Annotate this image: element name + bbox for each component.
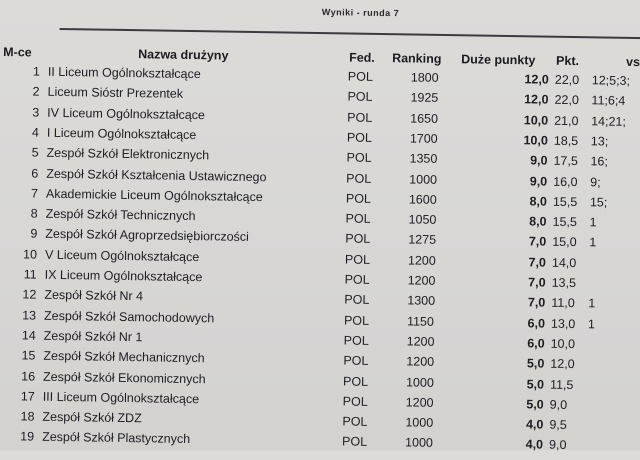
cell-team: Zespół Szkół Agroprzedsiębiorczości — [45, 227, 249, 245]
cell-fed: POL — [343, 333, 369, 348]
cell-duze: 7,0 — [527, 295, 546, 310]
cell-duze: 9,0 — [530, 153, 548, 168]
cell-place: 10 — [22, 247, 38, 262]
cell-ranking: 1000 — [405, 415, 434, 430]
cell-fed: POL — [342, 394, 368, 409]
cell-pkt: 9,0 — [548, 438, 567, 453]
cell-duze: 7,0 — [528, 275, 546, 290]
cell-ranking: 1200 — [405, 395, 434, 410]
cell-team: Zespół Szkół Nr 1 — [43, 328, 143, 345]
cell-duze: 8,0 — [529, 214, 547, 229]
cell-duze: 6,0 — [527, 315, 546, 331]
cell-duze: 8,0 — [529, 194, 548, 209]
cell-pkt: 21,0 — [554, 113, 579, 128]
cell-fed: POL — [346, 130, 373, 145]
cell-place: 7 — [30, 186, 39, 201]
cell-duze: 10,0 — [523, 133, 548, 148]
cell-fed: POL — [346, 170, 372, 186]
cell-duze: 10,0 — [523, 112, 549, 128]
cell-fed: POL — [344, 292, 370, 308]
cell-place: 16 — [21, 368, 36, 384]
cell-duze: 5,0 — [526, 397, 544, 412]
cell-team: Zespół Szkół Ekonomicznych — [42, 369, 206, 386]
cell-pkt: 10,0 — [550, 336, 576, 351]
cell-team: Zespół Szkół Samochodowych — [43, 308, 215, 325]
cell-team: III Liceum Ogólnokształcące — [42, 389, 200, 406]
cell-extra: 11;6;4 — [591, 93, 626, 109]
cell-fed: POL — [342, 373, 369, 389]
cell-duze: 12,0 — [524, 72, 549, 87]
cell-team: Zespół Szkół Kształcenia Ustawicznego — [46, 166, 267, 184]
cell-place: 9 — [30, 226, 38, 242]
cell-duze: 5,0 — [526, 376, 545, 392]
cell-fed: POL — [345, 231, 371, 247]
cell-extra: 1 — [589, 215, 597, 230]
cell-fed: POL — [342, 414, 368, 429]
cell-extra: 1 — [588, 296, 596, 311]
cell-pkt: 15,5 — [552, 214, 578, 230]
cell-pkt: 12,0 — [550, 356, 575, 372]
cell-extra: 1 — [589, 235, 597, 250]
cell-pkt: 22,0 — [554, 93, 579, 108]
cell-fed: POL — [343, 353, 369, 369]
header-fed: Fed. — [349, 50, 375, 65]
cell-pkt: 13,5 — [551, 275, 577, 291]
cell-ranking: 1200 — [407, 273, 436, 288]
cell-place: 17 — [20, 389, 35, 404]
cell-place: 19 — [20, 429, 35, 444]
cell-team: Zespół Szkół Technicznych — [45, 206, 196, 224]
cell-pkt: 15,0 — [552, 235, 577, 250]
cell-ranking: 1650 — [410, 111, 439, 126]
header-pkt: Pkt. — [556, 53, 580, 69]
cell-team: Zespół Szkół ZDZ — [42, 409, 142, 426]
cell-fed: POL — [347, 69, 373, 84]
cell-pkt: 11,5 — [549, 377, 574, 392]
cell-duze: 9,0 — [529, 173, 548, 189]
cell-duze: 4,0 — [525, 417, 544, 432]
cell-place: 18 — [20, 409, 35, 424]
cell-place: 15 — [21, 348, 36, 363]
cell-duze: 6,0 — [527, 336, 545, 351]
cell-extra: 13; — [590, 134, 609, 149]
cell-pkt: 16,0 — [553, 174, 578, 189]
cell-pkt: 17,5 — [553, 153, 578, 169]
header-place: M-ce — [3, 45, 32, 60]
cell-ranking: 1000 — [404, 435, 434, 451]
cell-place: 11 — [23, 267, 37, 282]
cell-team: IX Liceum Ogólnokształcące — [44, 267, 203, 285]
header-divider — [60, 28, 640, 39]
page-title: Wyniki - runda 7 — [321, 7, 400, 19]
cell-ranking: 1700 — [409, 131, 438, 146]
cell-place: 14 — [21, 328, 36, 343]
cell-fed: POL — [344, 272, 370, 287]
cell-place: 12 — [22, 287, 37, 302]
cell-duze: 4,0 — [525, 437, 544, 452]
cell-ranking: 1000 — [405, 374, 434, 390]
cell-fed: POL — [347, 89, 373, 105]
cell-team: Zespół Szkół Elektronicznych — [46, 145, 210, 163]
cell-fed: POL — [343, 313, 370, 328]
cell-fed: POL — [341, 434, 368, 450]
cell-pkt: 15,5 — [552, 194, 578, 209]
cell-place: 4 — [31, 125, 40, 140]
cell-team: II Liceum Ogólnokształcące — [47, 64, 201, 82]
cell-place: 2 — [32, 84, 40, 99]
cell-pkt: 22,0 — [554, 72, 580, 88]
cell-place: 1 — [32, 64, 40, 79]
cell-duze: 5,0 — [526, 356, 545, 371]
cell-team: I Liceum Ogólnokształcące — [46, 125, 197, 142]
header-ranking: Ranking — [392, 51, 442, 66]
cell-ranking: 1275 — [408, 232, 437, 248]
cell-ranking: 1000 — [409, 171, 438, 187]
cell-fed: POL — [344, 252, 371, 267]
cell-place: 6 — [31, 166, 39, 181]
header-duze-punkty: Duże punkty — [461, 52, 536, 68]
cell-duze: 7,0 — [528, 234, 547, 249]
cell-pkt: 14,0 — [551, 255, 577, 270]
cell-fed: POL — [345, 191, 372, 206]
cell-extra: 12;5;3; — [591, 73, 631, 88]
cell-place: 8 — [30, 206, 38, 221]
cell-ranking: 1200 — [406, 354, 435, 370]
cell-pkt: 18,5 — [553, 133, 579, 148]
cell-fed: POL — [346, 150, 372, 166]
cell-extra: 15; — [589, 195, 608, 210]
cell-extra: 16; — [590, 154, 609, 169]
cell-duze: 12,0 — [524, 92, 549, 107]
cell-team: Zespół Szkół Plastycznych — [42, 430, 191, 447]
header-team: Nazwa drużyny — [138, 47, 229, 63]
cell-extra: 1 — [587, 316, 596, 331]
cell-fed: POL — [345, 211, 371, 226]
cell-ranking: 1350 — [409, 151, 438, 167]
cell-pkt: 9,0 — [549, 397, 568, 412]
cell-ranking: 1925 — [410, 90, 439, 106]
cell-pkt: 9,5 — [549, 417, 567, 433]
cell-extra: 14;21; — [591, 113, 627, 129]
cell-place: 13 — [22, 307, 37, 323]
cell-extra: 9; — [590, 174, 601, 189]
cell-pkt: 11,0 — [551, 295, 575, 311]
cell-fed: POL — [347, 110, 373, 125]
cell-team: V Liceum Ogólnokształcące — [44, 247, 200, 264]
cell-team: Akademickie Liceum Ogólnokształcące — [45, 186, 263, 204]
cell-pkt: 13,0 — [550, 316, 576, 331]
cell-team: IV Liceum Ogólnokształcące — [47, 105, 206, 122]
cell-duze: 7,0 — [528, 255, 547, 270]
cell-place: 5 — [31, 145, 39, 160]
cell-team: Zespół Szkół Mechanicznych — [43, 348, 205, 366]
cell-ranking: 1200 — [407, 253, 436, 268]
header-extra: vs — [625, 54, 640, 70]
cell-team: Liceum Sióstr Prezentek — [47, 85, 184, 102]
cell-team: Zespół Szkół Nr 4 — [44, 288, 144, 304]
cell-ranking: 1800 — [410, 70, 439, 85]
cell-ranking: 1600 — [408, 192, 437, 207]
cell-ranking: 1050 — [408, 212, 437, 227]
cell-place: 3 — [32, 105, 40, 120]
cell-ranking: 1150 — [406, 314, 435, 329]
cell-ranking: 1200 — [406, 334, 435, 349]
cell-ranking: 1300 — [407, 293, 436, 309]
